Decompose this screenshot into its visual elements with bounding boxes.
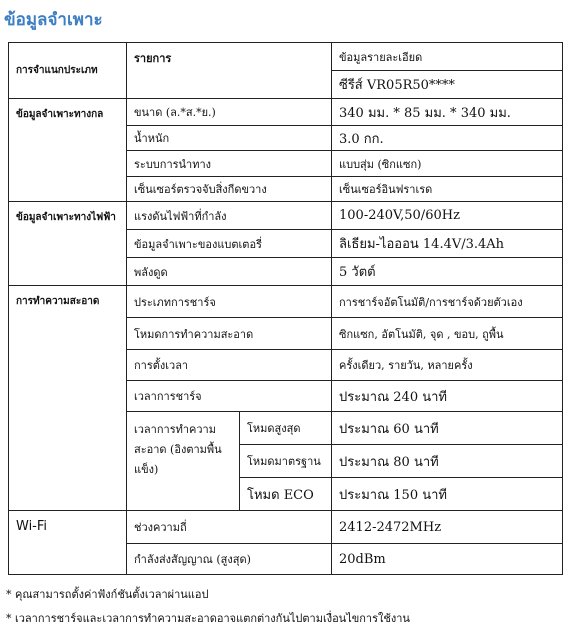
header-category: การจำแนกประเภท	[9, 43, 127, 99]
row-label: ระบบการนำทาง	[127, 151, 332, 177]
row-value: ครั้งเดียว, รายวัน, หลายครั้ง	[332, 350, 563, 381]
header-series: ซีรีส์ VR05R50****	[332, 71, 563, 99]
row-value: ลิเธียม-ไอออน 14.4V/3.4Ah	[332, 230, 563, 258]
row-label: พลังดูด	[127, 258, 332, 286]
table-row	[9, 286, 563, 318]
cleaning-time-label: เวลาการทำความสะอาด (อิงตามพื้นแข็ง)	[127, 412, 240, 511]
mode-label: โหมดสูงสุด	[240, 412, 332, 445]
row-label: แรงดันไฟฟ้าที่กำลัง	[127, 202, 332, 230]
mode-value: ประมาณ 80 นาที	[332, 445, 563, 478]
page-title: ข้อมูลจำเพาะ	[4, 10, 103, 30]
row-value: 340 มม. * 85 มม. * 340 มม.	[332, 99, 563, 126]
row-label: ช่วงความถี่	[127, 511, 332, 544]
row-label: ประเภทการชาร์จ	[127, 286, 332, 318]
row-value: 20dBm	[332, 544, 563, 575]
mode-label: โหมด ECO	[240, 478, 332, 511]
category-cell: การทำความสะอาด	[9, 286, 127, 511]
row-value: 100-240V,50/60Hz	[332, 202, 563, 230]
row-label: น้ำหนัก	[127, 126, 332, 151]
row-label: โหมดการทำความสะอาด	[127, 318, 332, 350]
row-label: การตั้งเวลา	[127, 350, 332, 381]
row-value: การชาร์จอัตโนมัติ/การชาร์จด้วยตัวเอง	[332, 286, 563, 318]
spec-table	[8, 42, 563, 575]
category-cell: ข้อมูลจำเพาะทางไฟฟ้า	[9, 202, 127, 286]
table-row	[9, 511, 563, 544]
mode-value: ประมาณ 60 นาที	[332, 412, 563, 445]
row-label: ข้อมูลจำเพาะของแบตเตอรี่	[127, 230, 332, 258]
row-label: เซ็นเซอร์ตรวจจับสิ่งกีดขวาง	[127, 177, 332, 202]
category-cell: ข้อมูลจำเพาะทางกล	[9, 99, 127, 202]
footnote: * เวลาการชาร์จและเวลาการทำความสะอาดอาจแตกต่างกันไปตามเงื่อนไขการใช้งาน	[6, 612, 410, 625]
table-row	[9, 202, 563, 230]
row-value: ประมาณ 240 นาที	[332, 381, 563, 412]
row-value: 5 วัตต์	[332, 258, 563, 286]
mode-value: ประมาณ 150 นาที	[332, 478, 563, 511]
header-item: รายการ	[127, 43, 332, 99]
row-label: ขนาด (ล.*ส.*ย.)	[127, 99, 332, 126]
row-label: กำลังส่งสัญญาณ (สูงสุด)	[127, 544, 332, 575]
table-header-row	[9, 43, 563, 71]
row-value: ซิกแซก, อัตโนมัติ, จุด , ขอบ, ถูพื้น	[332, 318, 563, 350]
category-cell: Wi-Fi	[9, 511, 127, 575]
footnotes	[6, 583, 410, 631]
row-value: แบบสุ่ม (ซิกแซก)	[332, 151, 563, 177]
header-detail: ข้อมูลรายละเอียด	[332, 43, 563, 71]
row-value: 3.0 กก.	[332, 126, 563, 151]
row-value: 2412-2472MHz	[332, 511, 563, 544]
row-value: เซ็นเซอร์อินฟราเรด	[332, 177, 563, 202]
footnote: * คุณสามารถตั้งค่าฟังก์ชันตั้งเวลาผ่านแอป	[6, 588, 209, 601]
mode-label: โหมดมาตรฐาน	[240, 445, 332, 478]
row-label: เวลาการชาร์จ	[127, 381, 332, 412]
table-row	[9, 99, 563, 126]
